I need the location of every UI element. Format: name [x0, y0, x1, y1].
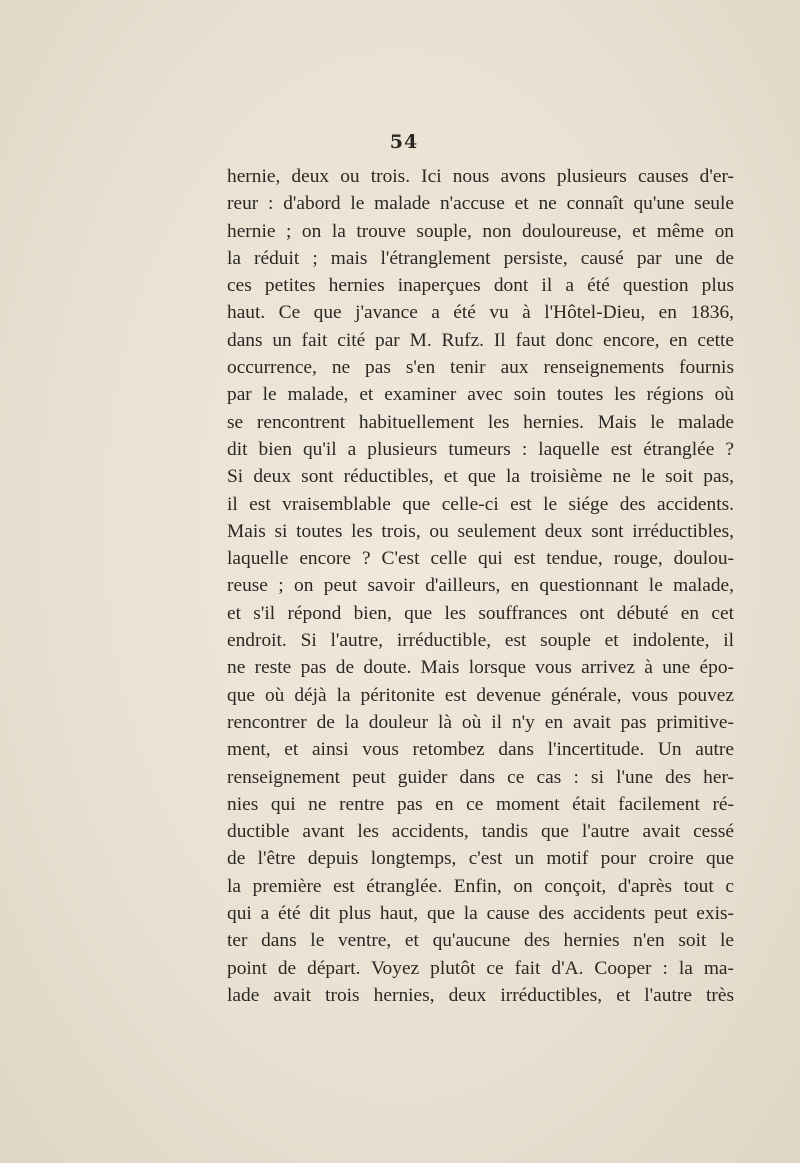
text-line: hernie ; on la trouve souple, non douloureuse, et même on	[227, 220, 734, 242]
text-line: la première est étranglée. Enfin, on conçoit, d'après tout c	[227, 875, 734, 897]
text-line: la réduit ; mais l'étranglement persiste, causé par une de	[227, 247, 734, 269]
text-line: de l'être depuis longtemps, c'est un motif pour croire que	[227, 848, 734, 870]
text-line: Mais si toutes les trois, ou seulement deux sont irréductibles,	[227, 520, 734, 542]
text-line: reuse ; on peut savoir d'ailleurs, en questionnant le malade,	[227, 575, 734, 597]
text-line: ter dans le ventre, et qu'aucune des hernies n'en soit le	[227, 930, 734, 952]
text-line: ne reste pas de doute. Mais lorsque vous arrivez à une épo-	[227, 657, 734, 679]
text-line: et s'il répond bien, que les souffrances ont débuté en cet	[227, 602, 734, 624]
text-line: ment, et ainsi vous retombez dans l'incertitude. Un autre	[227, 739, 734, 761]
text-line: renseignement peut guider dans ce cas : si l'une des her-	[227, 766, 734, 788]
text-line: endroit. Si l'autre, irréductible, est souple et indolente, il	[227, 630, 734, 652]
text-line: occurrence, ne pas s'en tenir aux renseignements fournis	[227, 357, 734, 379]
page-number: 54	[389, 131, 419, 153]
text-line: qui a été dit plus haut, que la cause des accidents peut exis-	[227, 903, 734, 925]
body-text	[227, 163, 734, 1009]
text-line: nies qui ne rentre pas en ce moment était facilement ré-	[227, 793, 734, 815]
text-line: se rencontrent habituellement les hernies. Mais le malade	[227, 411, 734, 433]
text-line: par le malade, et examiner avec soin toutes les régions où	[227, 384, 734, 406]
text-line: laquelle encore ? C'est celle qui est tendue, rouge, doulou-	[227, 548, 734, 570]
text-line: ductible avant les accidents, tandis que l'autre avait cessé	[227, 821, 734, 843]
text-line: reur : d'abord le malade n'accuse et ne connaît qu'une seule	[227, 193, 734, 215]
text-line: que où déjà la péritonite est devenue générale, vous pouvez	[227, 684, 734, 706]
text-line: ces petites hernies inaperçues dont il a été question plus	[227, 275, 734, 297]
text-line: rencontrer de la douleur là où il n'y en avait pas primitive-	[227, 711, 734, 733]
text-line: haut. Ce que j'avance a été vu à l'Hôtel-Dieu, en 1836,	[227, 302, 734, 324]
text-line: dit bien qu'il a plusieurs tumeurs : laquelle est étranglée ?	[227, 438, 734, 460]
text-line: Si deux sont réductibles, et que la troisième ne le soit pas,	[227, 466, 734, 488]
text-line: hernie, deux ou trois. Ici nous avons plusieurs causes d'er-	[227, 166, 734, 187]
text-line: lade avait trois hernies, deux irréductibles, et l'autre très	[227, 984, 734, 1006]
text-line: il est vraisemblable que celle-ci est le siége des accidents.	[227, 493, 734, 515]
text-line: dans un fait cité par M. Rufz. Il faut donc encore, en cette	[227, 329, 734, 351]
text-line: point de départ. Voyez plutôt ce fait d'A. Cooper : la ma-	[227, 957, 734, 979]
